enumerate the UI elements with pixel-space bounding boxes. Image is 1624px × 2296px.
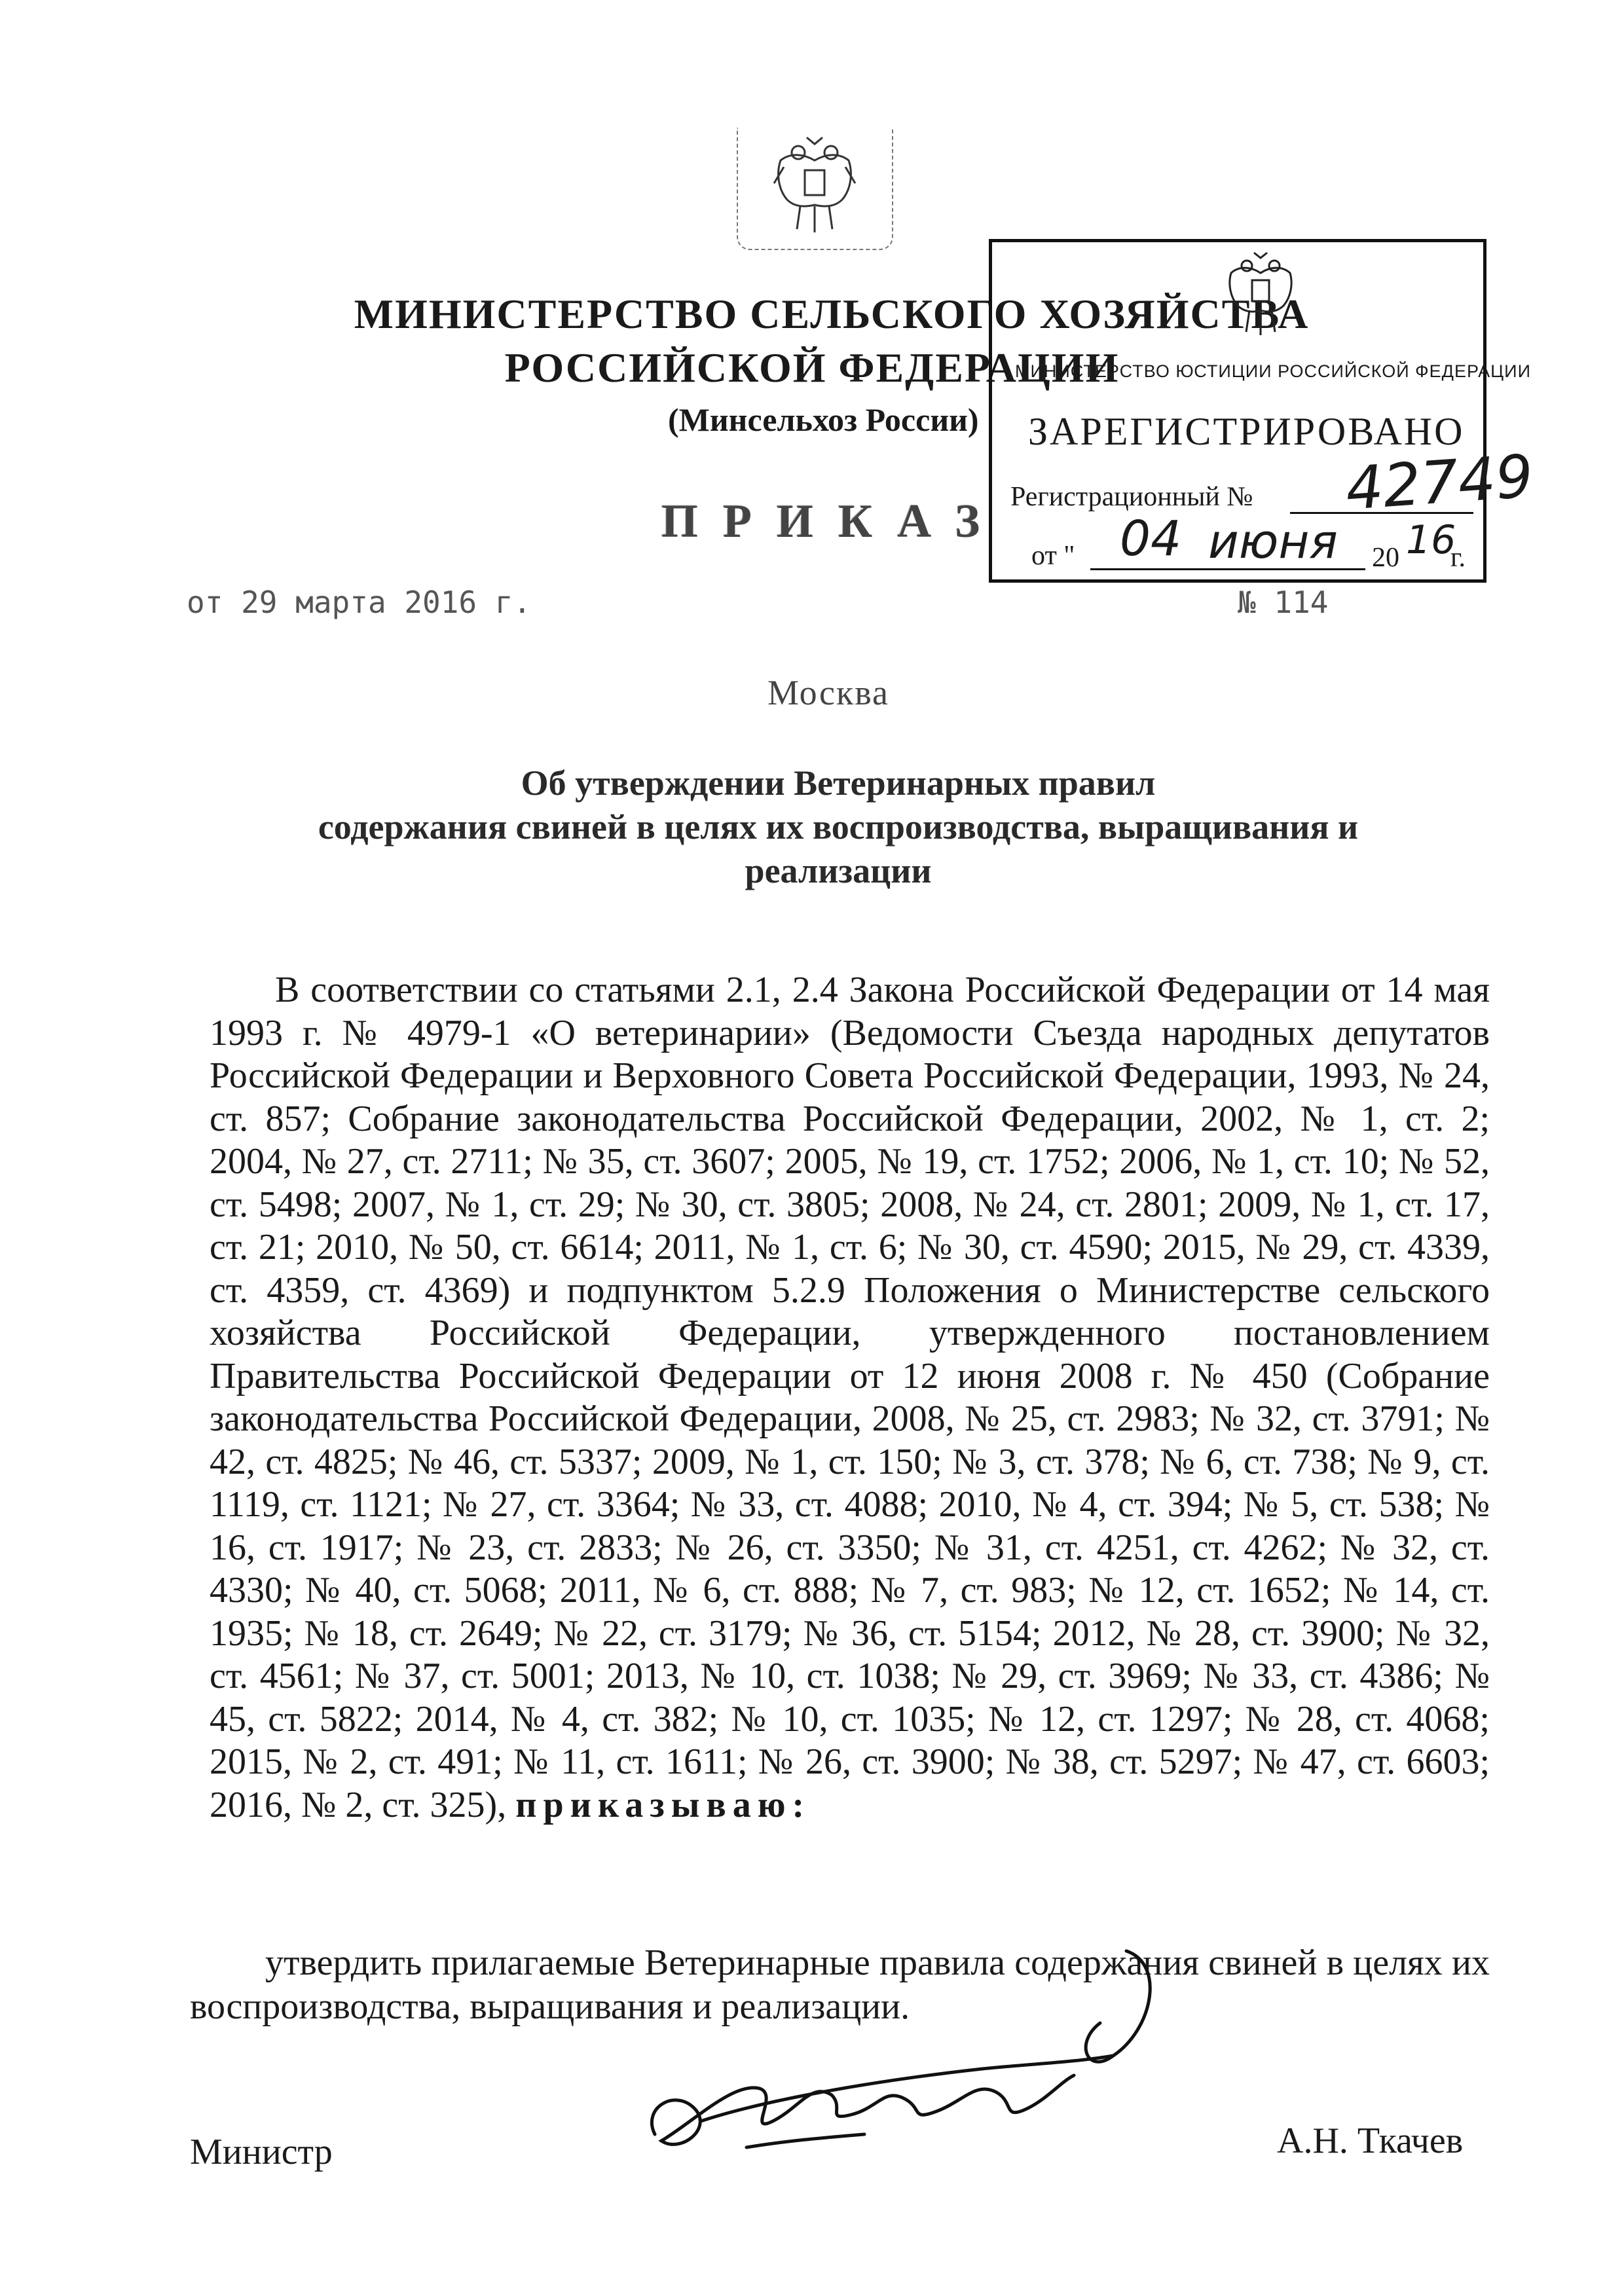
title-line: Об утверждении Ветеринарных правил xyxy=(521,763,1156,803)
signatory-position: Министр xyxy=(190,2132,333,2172)
order-date: от 29 марта 2016 г. xyxy=(187,585,532,620)
ministry-name-line2: РОССИЙСКОЙ ФЕДЕРАЦИИ xyxy=(504,344,1120,391)
body-paragraph-preamble xyxy=(210,969,1490,1827)
stamp-date-day: 04 xyxy=(1120,511,1182,567)
stamp-date-month: июня xyxy=(1208,514,1338,569)
stamp-regnum-label: Регистрационный № xyxy=(1010,482,1253,512)
handwritten-signature xyxy=(616,1925,1205,2187)
city: Москва xyxy=(767,673,889,712)
document-type-title: ПРИКАЗ xyxy=(661,495,1005,547)
body-paragraph-decision: утвердить прилагаемые Ветеринарные правила содержания свиней в целях их воспроизводства, выращивания и реализации. xyxy=(190,1942,1490,2027)
ministry-name-line1: МИНИСТЕРСТВО СЕЛЬСКОГО ХОЗЯЙСТВА xyxy=(354,291,1310,337)
title-line: реализации xyxy=(745,851,932,890)
order-number: № 114 xyxy=(1238,585,1329,620)
preamble-text: В соответствии со статьями 2.1, 2.4 Закона Российской Федерации от 14 мая 1993 г. № 4979-1 «О ветеринарии» (Ведомости Съезда народных депутатов Российской Федерации и Верховного Совета Российской Федерации, 1993, № 24, ст. 857; Собрание законодательства Российской Федерации, 2002, № 1, ст. 2; 2004, № 27, ст. 2711; № 35, ст. 3607; 2005, № 19, ст. 1752; 2006, № 1, ст. 10; № 52, ст. 5498; 2007, № 1, ст. 29; № 30, ст. 3805; 2008, № 24, ст. 2801; 2009, № 1, ст. 17, ст. 21; 2010, № 50, ст. 6614; 2011, № 1, ст. 6; № 30, ст. 4590; 2015, № 29, ст. 4339, ст. 4359, ст. 4369) и подпунктом 5.2.9 Положения о Министерстве сельского хозяйства Российской Федерации, утвержденного постановлением Правительства Российской Федерации от 12 июня 2008 г. № 450 (Собрание законодательства Российской Федерации, 2008, № 25, ст. 2983; № 32, ст. 3791; № 42, ст. 4825; № 46, ст. 5337; 2009, № 1, ст. 150; № 3, ст. 378; № 6, ст. 738; № 9, ст. 1119, ст. 1121; № 27, ст. 3364; № 33, ст. 4088; 2010, № 4, ст. 394; № 5, ст. 538; № 16, ст. 1917; № 23, ст. 2833; № 26, ст. 3350; № 31, ст. 4251, ст. 4262; № 32, ст. 4330; № 40, ст. 5068; 2011, № 6, ст. 888; № 7, ст. 983; № 12, ст. 1652; № 14, ст. 1935; № 18, ст. 2649; № 22, ст. 3179; № 36, ст. 5154; 2012, № 28, ст. 3900; № 32, ст. 4561; № 37, ст. 5001; 2013, № 10, ст. 1038; № 29, ст. 3969; № 33, ст. 4386; № 45, ст. 5822; 2014, № 4, ст. 382; № 10, ст. 1035; № 12, ст. 1297; № 28, ст. 4068; 2015, № 2, ст. 491; № 11, ст. 1611; № 26, ст. 3900; № 38, ст. 5297; № 47, ст. 6603; 2016, № 2, ст. 325), xyxy=(210,970,1490,1825)
stamp-date-prefix: от " xyxy=(1031,541,1075,571)
stamp-eagle-icon xyxy=(1225,250,1297,338)
stamp-year-g: г. xyxy=(1450,543,1466,573)
order-word: приказываю: xyxy=(515,1784,811,1825)
stamp-regnum-value: 42749 xyxy=(1343,442,1536,524)
signatory-name: А.Н. Ткачев xyxy=(1277,2121,1464,2161)
double-headed-eagle-icon xyxy=(771,134,859,239)
document-title xyxy=(249,761,1428,893)
registration-stamp xyxy=(989,239,1536,583)
stamp-ministry-name: МИНИСТЕРСТВО ЮСТИЦИИ РОССИЙСКОЙ ФЕДЕРАЦИИ xyxy=(1015,361,1531,381)
stamp-year-prefix: 20 xyxy=(1372,543,1399,573)
ministry-short-name: (Минсельхоз России) xyxy=(668,401,979,438)
state-emblem xyxy=(737,128,893,250)
stamp-registered-label: ЗАРЕГИСТРИРОВАНО xyxy=(1028,410,1465,453)
title-line: содержания свиней в целях их воспроизводства, выращивания и xyxy=(318,807,1359,847)
stamp-year-suffix: 16 xyxy=(1406,517,1456,563)
